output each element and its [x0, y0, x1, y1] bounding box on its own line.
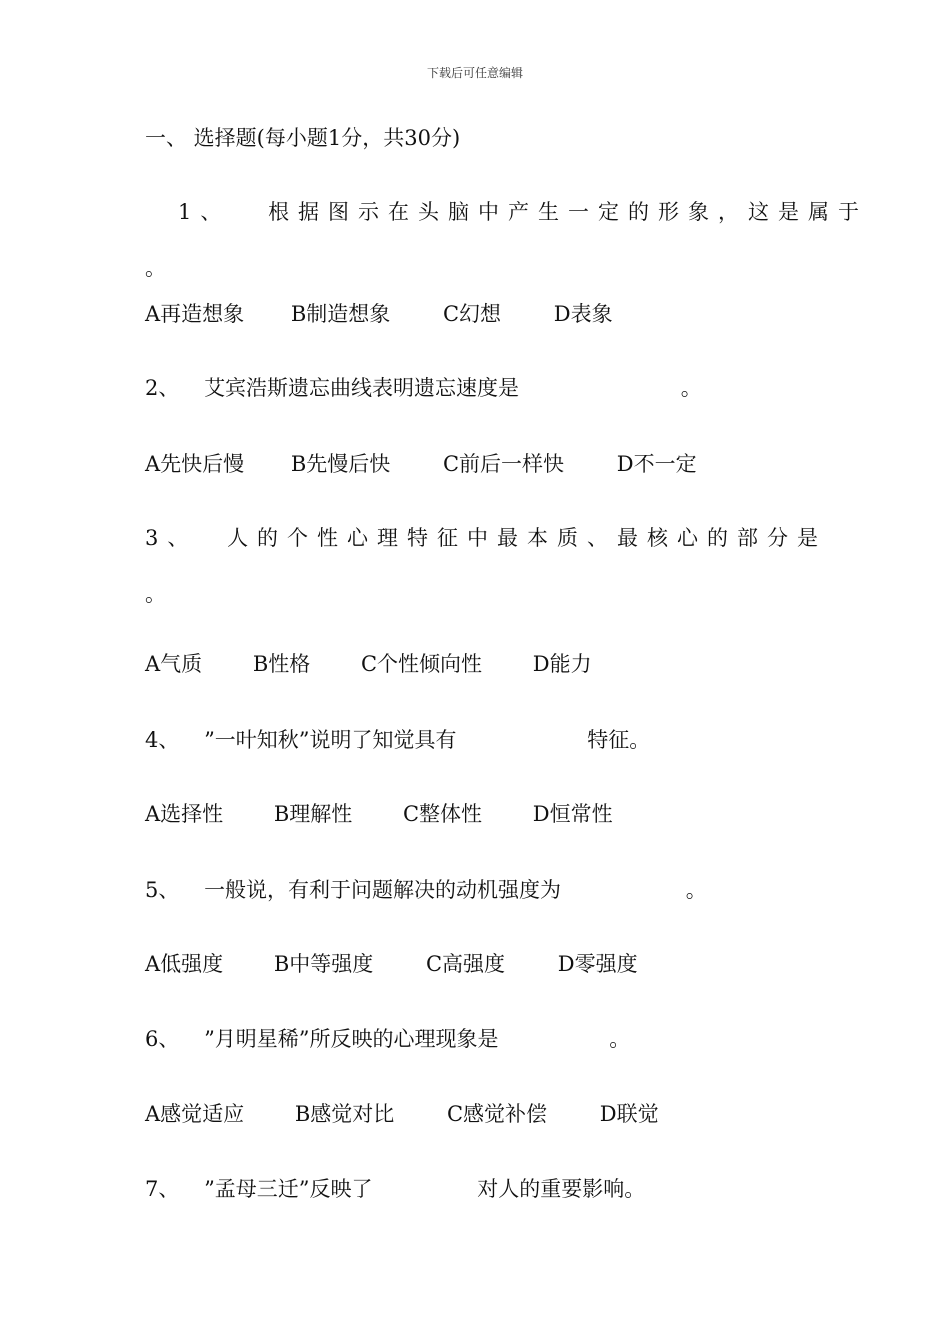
question-text: 根据图示在头脑中产生一定的形象，这是属于 [268, 200, 869, 224]
question-number: 4、 [145, 728, 180, 752]
question-2 [145, 374, 702, 402]
question-4 [145, 726, 650, 754]
question-number: 5、 [145, 878, 180, 902]
option-a: A选择性 [145, 802, 224, 826]
option-b: B中等强度 [273, 952, 374, 976]
question-tail: 。 [685, 878, 707, 902]
option-c: C前后一样快 [442, 452, 565, 476]
question-5-options [145, 950, 638, 978]
question-text: 一般说，有利于问题解决的动机强度为 [204, 878, 562, 902]
option-d: D零强度 [557, 952, 638, 976]
option-a: A再造想象 [145, 302, 245, 326]
question-number: 3、 [145, 526, 198, 550]
option-c: C个性倾向性 [360, 652, 483, 676]
option-b: B理解性 [273, 802, 353, 826]
option-c: C感觉补偿 [446, 1102, 548, 1126]
question-text: ”月明星稀”所反映的心理现象是 [204, 1027, 499, 1051]
question-1-blank-end: 。 [145, 256, 166, 280]
option-d: D表象 [553, 302, 613, 326]
option-a: A感觉适应 [145, 1102, 245, 1126]
question-tail: 特征。 [587, 728, 651, 752]
option-c: C幻想 [442, 302, 502, 326]
question-2-options [145, 450, 697, 478]
question-text: ”孟母三迁”反映了 [204, 1177, 373, 1201]
section-title: 一、 选择题(每小题1分，共30分) [145, 126, 461, 150]
question-text: 人的个性心理特征中最本质、最核心的部分是 [227, 526, 828, 550]
question-tail: 对人的重要影响。 [477, 1177, 646, 1201]
option-d: D能力 [532, 652, 592, 676]
question-3-blank-end: 。 [145, 582, 166, 606]
question-1-options [145, 300, 613, 328]
question-6-options [145, 1100, 659, 1128]
option-b: B感觉对比 [294, 1102, 395, 1126]
option-d: D恒常性 [532, 802, 613, 826]
page-header: 下载后可任意编辑 [426, 66, 523, 80]
question-number: 2、 [145, 376, 180, 400]
question-4-options [145, 800, 613, 828]
question-6 [145, 1025, 630, 1053]
question-text: 艾宾浩斯遗忘曲线表明遗忘速度是 [204, 376, 520, 400]
option-b: B先慢后快 [290, 452, 391, 476]
option-a: A气质 [145, 652, 203, 676]
question-tail: 。 [609, 1027, 631, 1051]
question-text: ”一叶知秋”说明了知觉具有 [204, 728, 457, 752]
question-number: 1、 [178, 200, 231, 224]
option-b: B性格 [252, 652, 311, 676]
question-7 [145, 1175, 645, 1203]
question-3 [145, 524, 827, 552]
option-a: A先快后慢 [145, 452, 245, 476]
option-c: C整体性 [402, 802, 483, 826]
option-c: C高强度 [425, 952, 506, 976]
question-3-options [145, 650, 592, 678]
option-a: A低强度 [145, 952, 224, 976]
option-b: B制造想象 [290, 302, 391, 326]
option-d: D联觉 [599, 1102, 659, 1126]
option-d: D不一定 [616, 452, 697, 476]
question-1 [178, 198, 868, 226]
question-tail: 。 [680, 376, 702, 400]
question-number: 6、 [145, 1027, 180, 1051]
question-number: 7、 [145, 1177, 180, 1201]
question-5 [145, 876, 707, 904]
